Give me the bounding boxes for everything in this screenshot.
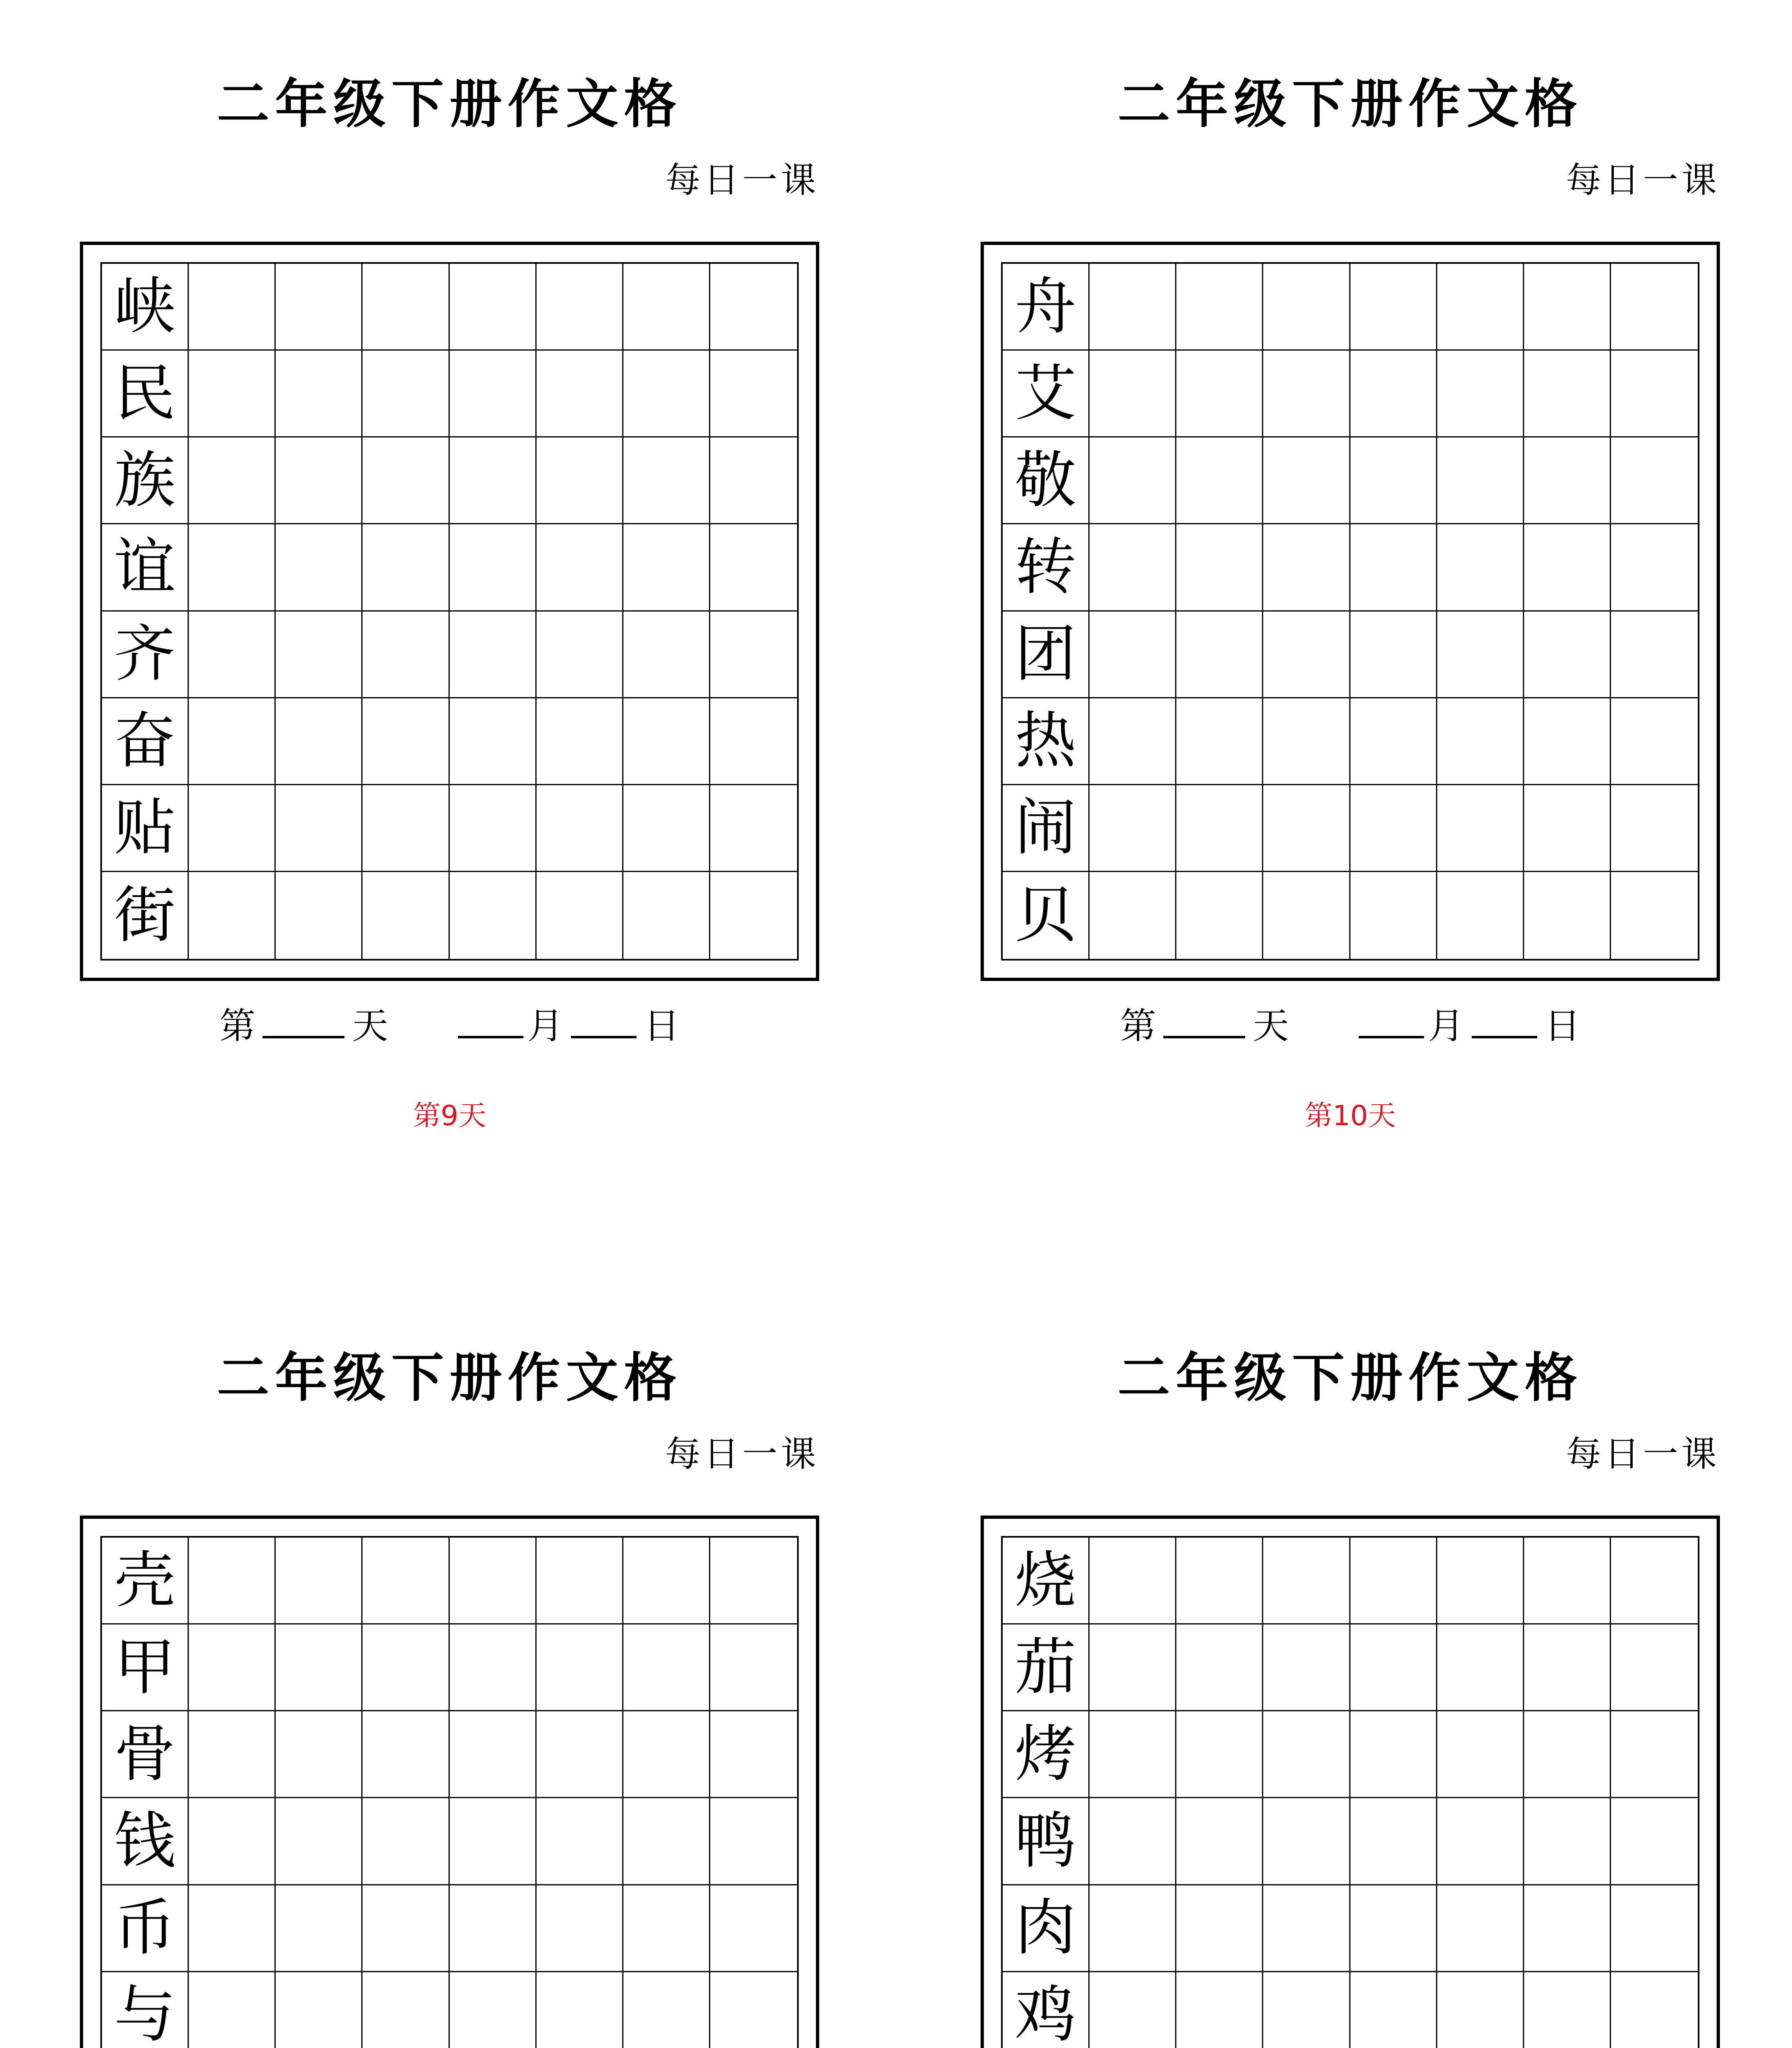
practice-cell[interactable]	[537, 1711, 623, 1798]
practice-cell[interactable]	[623, 785, 710, 872]
practice-cell[interactable]	[537, 1885, 623, 1972]
practice-cell[interactable]	[1350, 612, 1437, 698]
practice-cell[interactable]	[623, 1798, 710, 1885]
panel-subtitle: 每日一课	[1566, 160, 1720, 201]
practice-cell[interactable]	[1176, 1885, 1263, 1972]
practice-cell[interactable]	[1611, 1538, 1698, 1624]
practice-cell[interactable]	[537, 612, 623, 698]
model-character: 鸡	[1003, 1972, 1090, 2048]
model-character: 币	[102, 1885, 189, 1972]
practice-cell[interactable]	[276, 612, 362, 698]
date-month-word: 月	[1428, 1005, 1464, 1047]
practice-cell[interactable]	[710, 264, 797, 351]
practice-cell[interactable]	[1090, 1798, 1176, 1885]
day-blank[interactable]	[1163, 1003, 1245, 1038]
month-blank[interactable]	[1359, 1003, 1424, 1038]
practice-cell[interactable]	[362, 1538, 449, 1624]
practice-cell[interactable]	[1524, 1885, 1611, 1972]
writing-grid-frame	[981, 1516, 1720, 2048]
day-blank[interactable]	[263, 1003, 344, 1038]
model-character: 茄	[1003, 1624, 1090, 1711]
practice-cell[interactable]	[362, 437, 449, 524]
practice-cell[interactable]	[1176, 524, 1263, 611]
date-month-word: 月	[527, 1005, 564, 1047]
model-character: 肉	[1003, 1885, 1090, 1972]
model-character: 烧	[1003, 1538, 1090, 1624]
practice-cell[interactable]	[710, 351, 797, 437]
practice-cell[interactable]	[710, 1972, 797, 2048]
practice-cell[interactable]	[710, 698, 797, 785]
practice-cell[interactable]	[1263, 785, 1350, 872]
practice-cell[interactable]	[710, 872, 797, 959]
practice-cell[interactable]	[1263, 437, 1350, 524]
practice-cell[interactable]	[1437, 1624, 1524, 1711]
practice-cell[interactable]	[189, 612, 276, 698]
practice-cell[interactable]	[450, 1711, 537, 1798]
practice-cell[interactable]	[1350, 1885, 1437, 1972]
model-character: 与	[102, 1972, 189, 2048]
practice-cell[interactable]	[1176, 1624, 1263, 1711]
date-date-word: 日	[1544, 1005, 1581, 1047]
practice-cell[interactable]	[1176, 785, 1263, 872]
practice-cell[interactable]	[189, 524, 276, 611]
practice-cell[interactable]	[1263, 1711, 1350, 1798]
model-character: 热	[1003, 698, 1090, 785]
practice-cell[interactable]	[1176, 1798, 1263, 1885]
practice-cell[interactable]	[362, 872, 449, 959]
practice-cell[interactable]	[1350, 437, 1437, 524]
practice-cell[interactable]	[537, 351, 623, 437]
practice-cell[interactable]	[1524, 1711, 1611, 1798]
practice-cell[interactable]	[1263, 1624, 1350, 1711]
practice-cell[interactable]	[276, 437, 362, 524]
panel-title: 二年级下册作文格	[1117, 74, 1583, 135]
practice-cell[interactable]	[1176, 1711, 1263, 1798]
practice-cell[interactable]	[1176, 1972, 1263, 2048]
practice-cell[interactable]	[1437, 1798, 1524, 1885]
practice-cell[interactable]	[710, 437, 797, 524]
practice-cell[interactable]	[623, 1972, 710, 2048]
panel-title: 二年级下册作文格	[1117, 1348, 1583, 1409]
writing-grid-frame	[981, 242, 1720, 981]
model-character: 壳	[102, 1538, 189, 1624]
practice-cell[interactable]	[1090, 612, 1176, 698]
practice-cell[interactable]	[1090, 437, 1176, 524]
practice-cell[interactable]	[450, 612, 537, 698]
model-character: 团	[1003, 612, 1090, 698]
practice-cell[interactable]	[710, 1798, 797, 1885]
date-line	[80, 1001, 819, 1051]
practice-cell[interactable]	[1524, 1538, 1611, 1624]
practice-cell[interactable]	[1437, 612, 1524, 698]
practice-cell[interactable]	[1524, 785, 1611, 872]
worksheet-panel-3	[80, 1348, 819, 2048]
practice-cell[interactable]	[450, 524, 537, 611]
practice-cell[interactable]	[450, 1798, 537, 1885]
practice-cell[interactable]	[1263, 1885, 1350, 1972]
practice-cell[interactable]	[1090, 1624, 1176, 1711]
practice-cell[interactable]	[276, 785, 362, 872]
writing-grid	[100, 1536, 799, 2048]
model-character: 转	[1003, 524, 1090, 611]
practice-cell[interactable]	[189, 1538, 276, 1624]
practice-cell[interactable]	[276, 1711, 362, 1798]
practice-cell[interactable]	[450, 872, 537, 959]
practice-cell[interactable]	[276, 264, 362, 351]
panel-subtitle: 每日一课	[665, 1434, 819, 1475]
practice-cell[interactable]	[189, 872, 276, 959]
practice-cell[interactable]	[1611, 612, 1698, 698]
practice-cell[interactable]	[623, 872, 710, 959]
practice-cell[interactable]	[537, 1798, 623, 1885]
practice-cell[interactable]	[189, 1972, 276, 2048]
practice-cell[interactable]	[450, 1972, 537, 2048]
practice-cell[interactable]	[1350, 351, 1437, 437]
practice-cell[interactable]	[1263, 612, 1350, 698]
practice-cell[interactable]	[1350, 698, 1437, 785]
practice-cell[interactable]	[1176, 872, 1263, 959]
model-character: 闹	[1003, 785, 1090, 872]
writing-grid-frame	[80, 242, 819, 981]
practice-cell[interactable]	[1611, 1624, 1698, 1711]
practice-cell[interactable]	[1611, 264, 1698, 351]
practice-cell[interactable]	[276, 351, 362, 437]
practice-cell[interactable]	[1350, 1798, 1437, 1885]
panel-title: 二年级下册作文格	[217, 74, 682, 135]
practice-cell[interactable]	[623, 698, 710, 785]
date-day-word: 天	[352, 1005, 388, 1047]
practice-cell[interactable]	[1524, 264, 1611, 351]
panel-subtitle: 每日一课	[1566, 1434, 1720, 1475]
practice-cell[interactable]	[1524, 1798, 1611, 1885]
practice-cell[interactable]	[1176, 264, 1263, 351]
practice-cell[interactable]	[450, 437, 537, 524]
worksheet-panel-4	[981, 1348, 1720, 2048]
practice-cell[interactable]	[1263, 698, 1350, 785]
day-label: 第9天	[412, 1100, 487, 1132]
model-character: 峡	[102, 264, 189, 351]
practice-cell[interactable]	[189, 785, 276, 872]
practice-cell[interactable]	[189, 437, 276, 524]
practice-cell[interactable]	[276, 1885, 362, 1972]
model-character: 骨	[102, 1711, 189, 1798]
practice-cell[interactable]	[1524, 698, 1611, 785]
practice-cell[interactable]	[623, 437, 710, 524]
practice-cell[interactable]	[362, 612, 449, 698]
practice-cell[interactable]	[1437, 1885, 1524, 1972]
practice-cell[interactable]	[1437, 524, 1524, 611]
practice-cell[interactable]	[1090, 1972, 1176, 2048]
date-day-word: 天	[1253, 1005, 1289, 1047]
practice-cell[interactable]	[710, 1711, 797, 1798]
practice-cell[interactable]	[710, 612, 797, 698]
practice-cell[interactable]	[276, 1538, 362, 1624]
practice-cell[interactable]	[1090, 1711, 1176, 1798]
practice-cell[interactable]	[189, 698, 276, 785]
model-character: 族	[102, 437, 189, 524]
practice-cell[interactable]	[1263, 1798, 1350, 1885]
practice-cell[interactable]	[623, 612, 710, 698]
practice-cell[interactable]	[537, 524, 623, 611]
panel-title: 二年级下册作文格	[217, 1348, 682, 1409]
practice-cell[interactable]	[710, 1885, 797, 1972]
practice-cell[interactable]	[1263, 872, 1350, 959]
practice-cell[interactable]	[362, 698, 449, 785]
worksheet-panel-1	[80, 74, 819, 1180]
practice-cell[interactable]	[1611, 1972, 1698, 2048]
practice-cell[interactable]	[1350, 524, 1437, 611]
model-character: 烤	[1003, 1711, 1090, 1798]
practice-cell[interactable]	[1437, 1538, 1524, 1624]
practice-cell[interactable]	[1611, 1711, 1698, 1798]
practice-cell[interactable]	[362, 264, 449, 351]
practice-cell[interactable]	[1350, 264, 1437, 351]
practice-cell[interactable]	[1611, 1885, 1698, 1972]
practice-cell[interactable]	[1090, 351, 1176, 437]
practice-cell[interactable]	[1350, 1711, 1437, 1798]
model-character: 贴	[102, 785, 189, 872]
practice-cell[interactable]	[362, 1711, 449, 1798]
writing-grid	[100, 262, 799, 961]
practice-cell[interactable]	[450, 698, 537, 785]
practice-cell[interactable]	[1611, 1798, 1698, 1885]
practice-cell[interactable]	[1350, 1972, 1437, 2048]
practice-cell[interactable]	[710, 524, 797, 611]
month-blank[interactable]	[458, 1003, 523, 1038]
practice-cell[interactable]	[450, 785, 537, 872]
practice-cell[interactable]	[362, 351, 449, 437]
model-character: 齐	[102, 612, 189, 698]
practice-cell[interactable]	[1090, 1538, 1176, 1624]
practice-cell[interactable]	[623, 1711, 710, 1798]
practice-cell[interactable]	[1437, 437, 1524, 524]
writing-grid	[1001, 262, 1699, 961]
practice-cell[interactable]	[362, 1798, 449, 1885]
model-character: 艾	[1003, 351, 1090, 437]
practice-cell[interactable]	[1176, 698, 1263, 785]
model-character: 民	[102, 351, 189, 437]
panel-subtitle: 每日一课	[665, 160, 819, 201]
practice-cell[interactable]	[276, 698, 362, 785]
practice-cell[interactable]	[1611, 698, 1698, 785]
model-character: 舟	[1003, 264, 1090, 351]
practice-cell[interactable]	[710, 785, 797, 872]
practice-cell[interactable]	[362, 1972, 449, 2048]
practice-cell[interactable]	[1176, 612, 1263, 698]
practice-cell[interactable]	[1263, 524, 1350, 611]
practice-cell[interactable]	[450, 1624, 537, 1711]
practice-cell[interactable]	[623, 524, 710, 611]
date-blank[interactable]	[1472, 1003, 1537, 1038]
practice-cell[interactable]	[362, 1885, 449, 1972]
practice-cell[interactable]	[710, 1538, 797, 1624]
practice-cell[interactable]	[189, 1798, 276, 1885]
date-prefix: 第	[219, 1005, 256, 1047]
model-character: 街	[102, 872, 189, 959]
practice-cell[interactable]	[1350, 785, 1437, 872]
practice-cell[interactable]	[1263, 1972, 1350, 2048]
practice-cell[interactable]	[1437, 872, 1524, 959]
practice-cell[interactable]	[1611, 524, 1698, 611]
practice-cell[interactable]	[537, 1624, 623, 1711]
practice-cell[interactable]	[1611, 785, 1698, 872]
practice-cell[interactable]	[623, 1885, 710, 1972]
model-character: 贝	[1003, 872, 1090, 959]
date-blank[interactable]	[571, 1003, 637, 1038]
practice-cell[interactable]	[1350, 1538, 1437, 1624]
practice-cell[interactable]	[623, 351, 710, 437]
practice-cell[interactable]	[189, 1624, 276, 1711]
practice-cell[interactable]	[537, 437, 623, 524]
practice-cell[interactable]	[1524, 437, 1611, 524]
practice-cell[interactable]	[1176, 1538, 1263, 1624]
practice-cell[interactable]	[1611, 872, 1698, 959]
practice-cell[interactable]	[710, 1624, 797, 1711]
model-character: 谊	[102, 524, 189, 611]
practice-cell[interactable]	[1263, 1538, 1350, 1624]
practice-cell[interactable]	[1176, 351, 1263, 437]
practice-cell[interactable]	[1090, 264, 1176, 351]
practice-cell[interactable]	[1524, 612, 1611, 698]
practice-cell[interactable]	[1350, 872, 1437, 959]
model-character: 钱	[102, 1798, 189, 1885]
date-date-word: 日	[643, 1005, 680, 1047]
practice-cell[interactable]	[1090, 785, 1176, 872]
practice-cell[interactable]	[189, 264, 276, 351]
practice-cell[interactable]	[1263, 351, 1350, 437]
practice-cell[interactable]	[450, 1885, 537, 1972]
practice-cell[interactable]	[362, 524, 449, 611]
practice-cell[interactable]	[623, 1624, 710, 1711]
practice-cell[interactable]	[1437, 351, 1524, 437]
date-prefix: 第	[1120, 1005, 1156, 1047]
model-character: 奋	[102, 698, 189, 785]
writing-grid	[1001, 1536, 1699, 2048]
practice-cell[interactable]	[189, 1885, 276, 1972]
practice-cell[interactable]	[1524, 524, 1611, 611]
practice-cell[interactable]	[450, 264, 537, 351]
practice-cell[interactable]	[623, 1538, 710, 1624]
practice-cell[interactable]	[276, 1972, 362, 2048]
date-line	[981, 1001, 1720, 1051]
practice-cell[interactable]	[1350, 1624, 1437, 1711]
day-label: 第10天	[1305, 1100, 1396, 1132]
worksheet-panel-2	[981, 74, 1720, 1180]
practice-cell[interactable]	[1524, 1624, 1611, 1711]
practice-cell[interactable]	[537, 872, 623, 959]
practice-cell[interactable]	[1611, 351, 1698, 437]
practice-cell[interactable]	[276, 872, 362, 959]
practice-cell[interactable]	[1437, 785, 1524, 872]
model-character: 甲	[102, 1624, 189, 1711]
practice-cell[interactable]	[1524, 872, 1611, 959]
practice-cell[interactable]	[1263, 264, 1350, 351]
practice-cell[interactable]	[276, 524, 362, 611]
practice-cell[interactable]	[1090, 1885, 1176, 1972]
practice-cell[interactable]	[1437, 1711, 1524, 1798]
practice-cell[interactable]	[537, 1972, 623, 2048]
practice-cell[interactable]	[276, 1798, 362, 1885]
model-character: 鸭	[1003, 1798, 1090, 1885]
practice-cell[interactable]	[1090, 698, 1176, 785]
practice-cell[interactable]	[276, 1624, 362, 1711]
practice-cell[interactable]	[189, 351, 276, 437]
practice-cell[interactable]	[1437, 264, 1524, 351]
practice-cell[interactable]	[1524, 1972, 1611, 2048]
practice-cell[interactable]	[623, 264, 710, 351]
practice-cell[interactable]	[450, 1538, 537, 1624]
practice-cell[interactable]	[537, 698, 623, 785]
practice-cell[interactable]	[362, 785, 449, 872]
practice-cell[interactable]	[1090, 524, 1176, 611]
practice-cell[interactable]	[450, 351, 537, 437]
model-character: 敬	[1003, 437, 1090, 524]
practice-cell[interactable]	[1437, 698, 1524, 785]
practice-cell[interactable]	[362, 1624, 449, 1711]
practice-cell[interactable]	[1090, 872, 1176, 959]
practice-cell[interactable]	[537, 1538, 623, 1624]
practice-cell[interactable]	[537, 785, 623, 872]
practice-cell[interactable]	[537, 264, 623, 351]
practice-cell[interactable]	[1524, 351, 1611, 437]
practice-cell[interactable]	[1176, 437, 1263, 524]
practice-cell[interactable]	[189, 1711, 276, 1798]
practice-cell[interactable]	[1611, 437, 1698, 524]
practice-cell[interactable]	[1437, 1972, 1524, 2048]
writing-grid-frame	[80, 1516, 819, 2048]
